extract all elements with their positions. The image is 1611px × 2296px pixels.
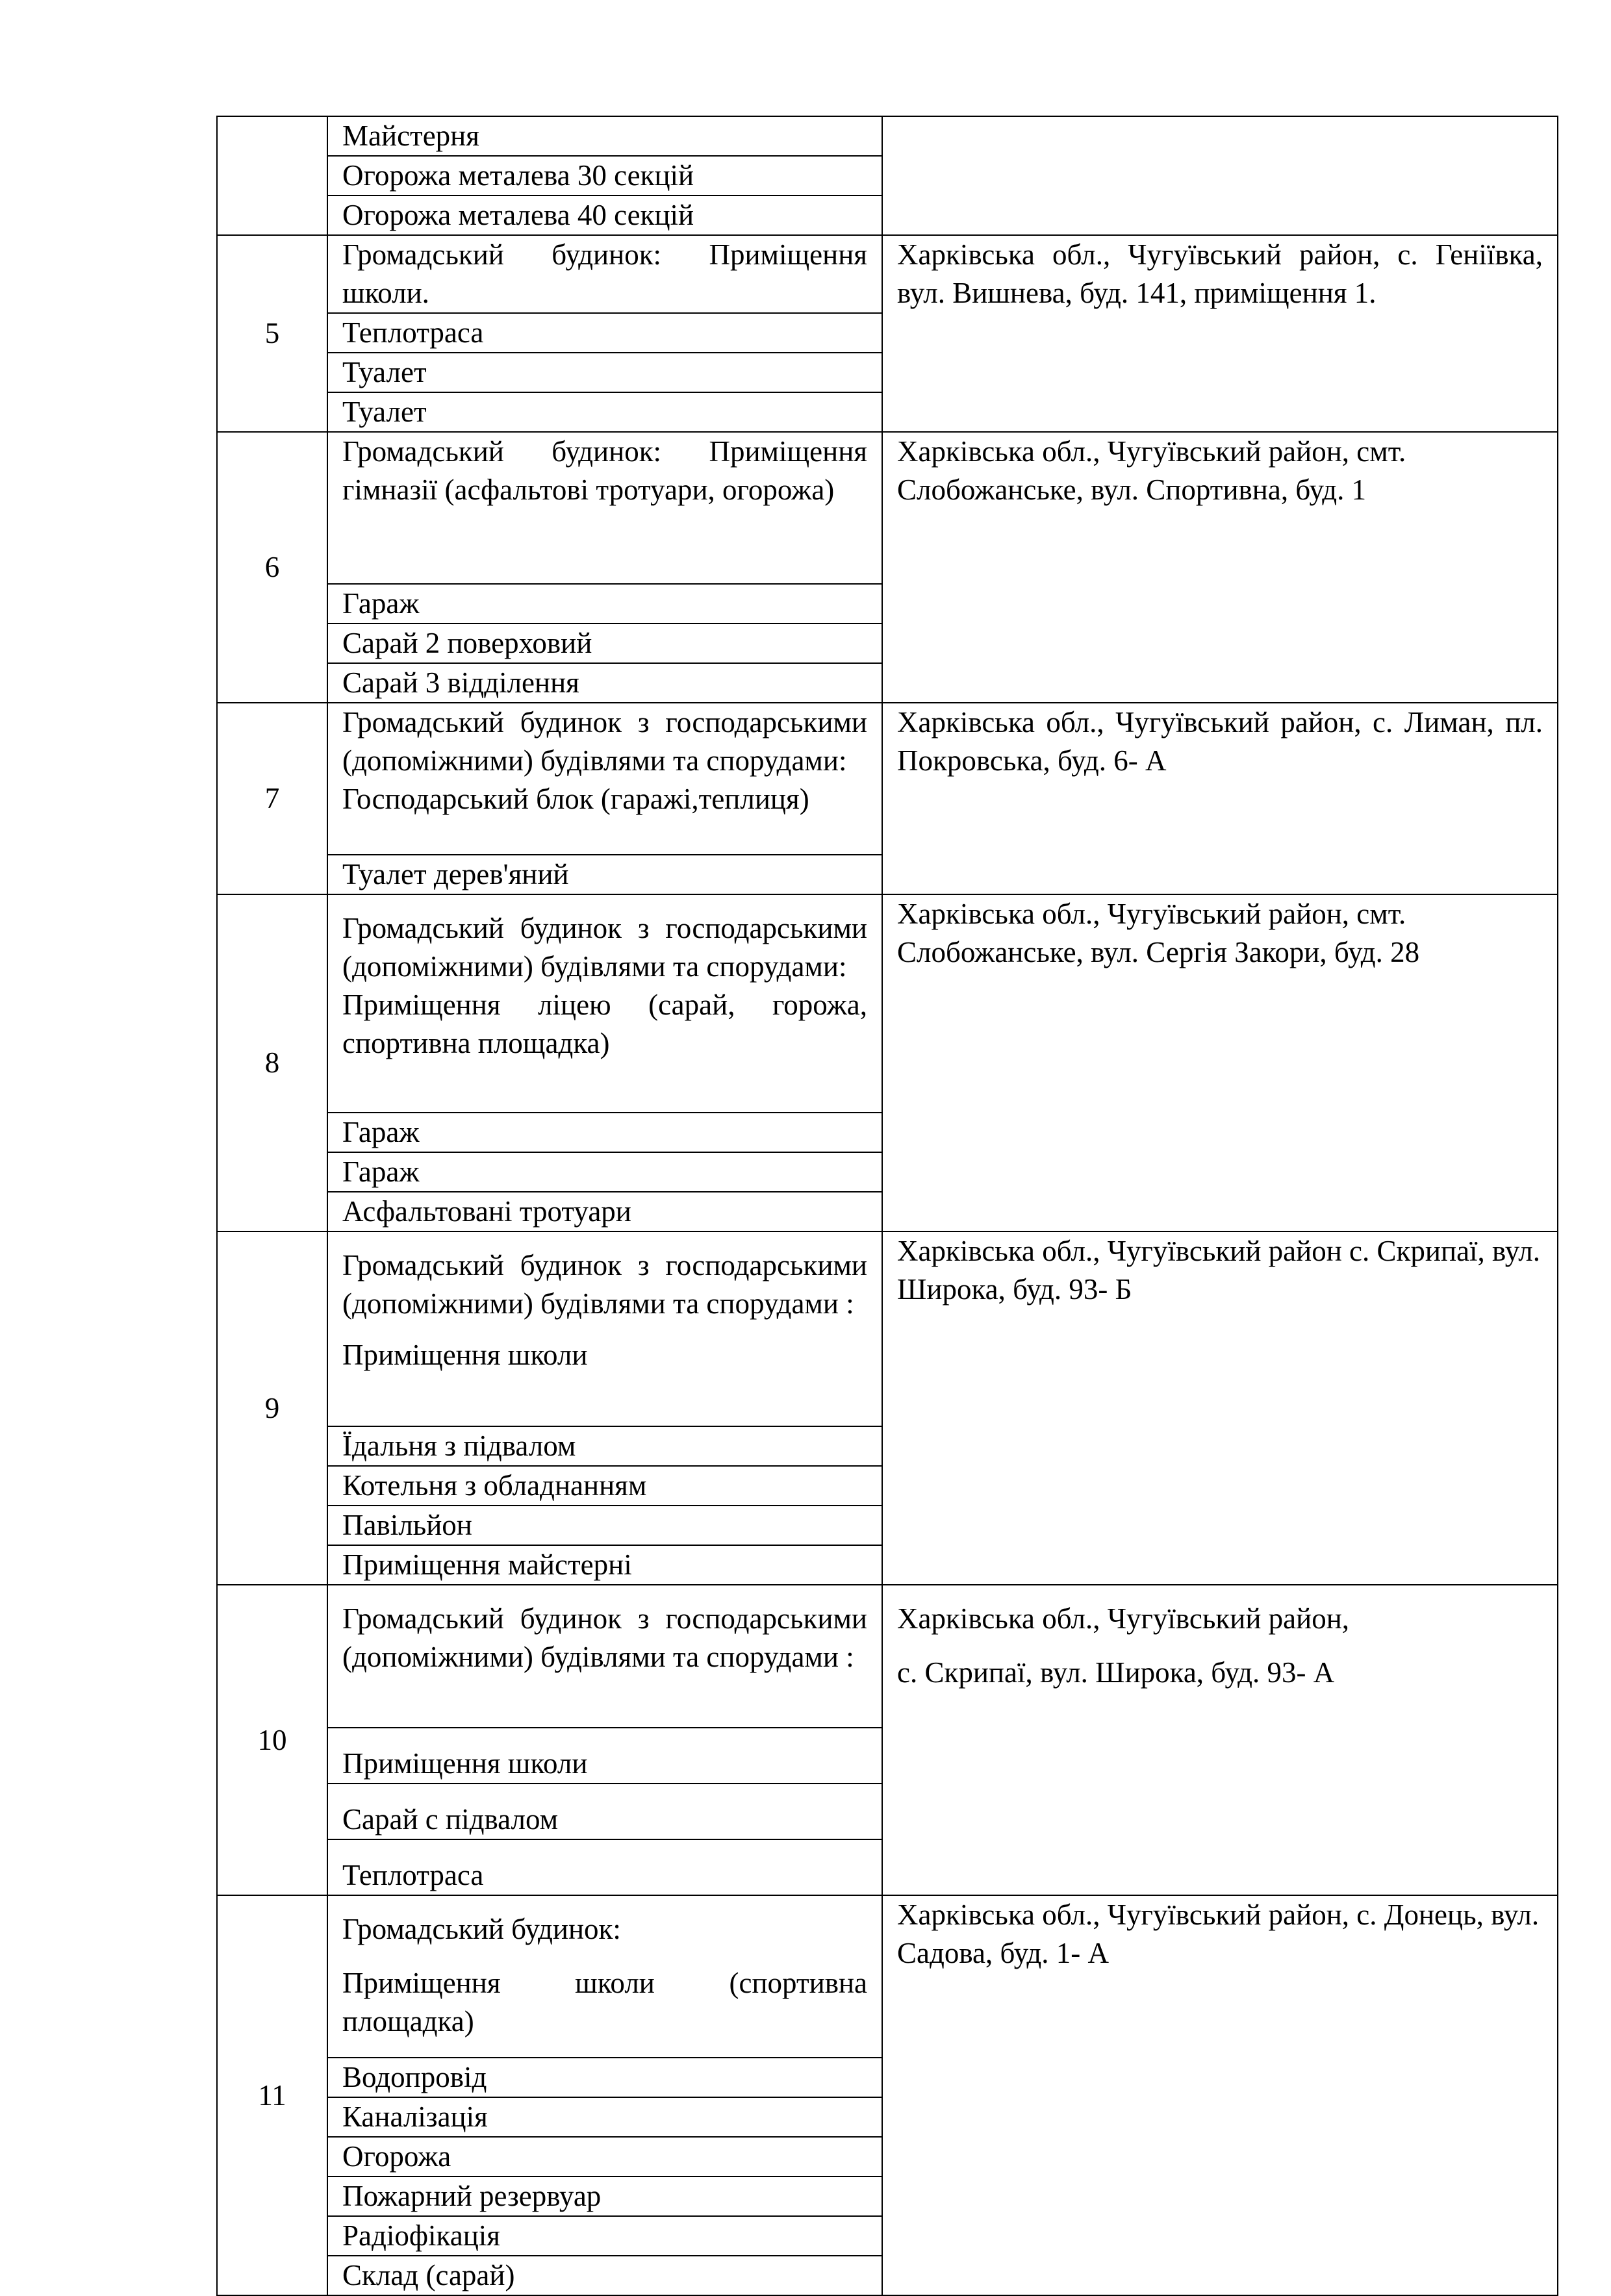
item-name: Огорожа — [327, 2137, 882, 2176]
item-name: Котельня з обладнанням — [327, 1466, 882, 1506]
item-text: Приміщення ліцею (сарай, горожа, спортивна площадка) — [342, 989, 867, 1059]
item-name: Їдальня з підвалом — [327, 1426, 882, 1466]
item-name: Туалет — [327, 353, 882, 392]
item-name: Приміщення майстерні — [327, 1545, 882, 1585]
item-text: Громадський будинок з господарськими (допоміжними) будівлями та спорудами : — [342, 1602, 867, 1673]
address-cell — [882, 116, 1558, 235]
row-number: 11 — [217, 1895, 327, 2295]
address-cell — [882, 1585, 1558, 1895]
table-row — [217, 235, 1558, 313]
address-text: Харківська обл., Чугуївський район, с. Геніївка, вул. Вишнева, буд. 141, приміщення 1. — [897, 238, 1543, 309]
row-number: 8 — [217, 894, 327, 1231]
address-cell: Харківська обл., Чугуївський район, смт. Слобожанське, вул. Спортивна, буд. 1 — [882, 432, 1558, 703]
item-name: Сарай 2 поверховий — [327, 624, 882, 663]
table-row — [217, 703, 1558, 855]
address-cell: Харківська обл., Чугуївський район с. Скрипаї, вул. Широка, буд. 93- Б — [882, 1231, 1558, 1585]
address-line-2: с. Скрипаї, вул. Широка, буд. 93- А — [897, 1656, 1335, 1689]
item-name: Радіофікація — [327, 2216, 882, 2256]
item-text: Громадський будинок з господарськими (допоміжними) будівлями та спорудами: — [342, 706, 867, 777]
table-row — [217, 1585, 1558, 1728]
row-number: 6 — [217, 432, 327, 703]
item-name — [327, 703, 882, 855]
row-number: 10 — [217, 1585, 327, 1895]
item-name: Гараж — [327, 1152, 882, 1192]
address-cell — [882, 235, 1558, 432]
item-name: Пожарний резервуар — [327, 2176, 882, 2216]
item-text: Громадський будинок з господарськими (допоміжними) будівлями та спорудами: — [342, 912, 867, 983]
item-name: Огорожа металева 40 секцій — [327, 196, 882, 235]
address-line-1: Харківська обл., Чугуївський район, — [897, 1602, 1350, 1635]
item-name — [327, 894, 882, 1113]
item-name: Сарай с підвалом — [327, 1784, 882, 1839]
item-name — [327, 1231, 882, 1426]
table-row — [217, 116, 1558, 156]
table-row — [217, 894, 1558, 1113]
item-name: Сарай 3 відділення — [327, 663, 882, 703]
item-name: Туалет дерев'яний — [327, 855, 882, 894]
address-cell — [882, 703, 1558, 894]
address-text: Харківська обл., Чугуївський район, с. Лиман, пл. Покровська, буд. 6- А — [897, 706, 1543, 777]
item-text: Приміщення школи — [342, 1339, 588, 1371]
item-text: Громадський будинок: Приміщення школи. — [342, 238, 867, 309]
item-name — [327, 1895, 882, 2058]
row-number: 7 — [217, 703, 327, 894]
item-text: Громадський будинок: Приміщення гімназії (асфальтові тротуари, огорожа) — [342, 435, 867, 506]
item-name — [327, 432, 882, 584]
item-text: Господарський блок (гаражі,теплиця) — [342, 783, 809, 815]
item-name: Гараж — [327, 1113, 882, 1152]
table-row — [217, 432, 1558, 584]
address-cell: Харківська обл., Чугуївський район, с. Донець, вул. Садова, буд. 1- А — [882, 1895, 1558, 2295]
table-row — [217, 1231, 1558, 1426]
address-cell: Харківська обл., Чугуївський район, смт. Слобожанське, вул. Сергія Закори, буд. 28 — [882, 894, 1558, 1231]
item-name: Майстерня — [327, 116, 882, 156]
item-name — [327, 235, 882, 313]
item-text: Громадський будинок з господарськими (допоміжними) будівлями та спорудами : — [342, 1249, 867, 1320]
item-name: Туалет — [327, 392, 882, 432]
table-row — [217, 1895, 1558, 2058]
item-name: Водопровід — [327, 2058, 882, 2097]
item-text: Громадський будинок: — [342, 1913, 621, 1945]
item-name: Теплотраса — [327, 1839, 882, 1895]
item-name: Огорожа металева 30 секцій — [327, 156, 882, 196]
item-name: Склад (сарай) — [327, 2256, 882, 2295]
item-name: Теплотраса — [327, 313, 882, 353]
item-name: Гараж — [327, 584, 882, 624]
row-number: 9 — [217, 1231, 327, 1585]
property-table — [216, 116, 1558, 2296]
item-name: Асфальтовані тротуари — [327, 1192, 882, 1231]
item-name: Приміщення школи — [327, 1728, 882, 1784]
item-name: Каналізація — [327, 2097, 882, 2137]
row-number — [217, 116, 327, 235]
item-text: Приміщення школи (спортивна площадка) — [342, 1967, 867, 2037]
item-name: Павільйон — [327, 1506, 882, 1545]
row-number: 5 — [217, 235, 327, 432]
item-name — [327, 1585, 882, 1728]
